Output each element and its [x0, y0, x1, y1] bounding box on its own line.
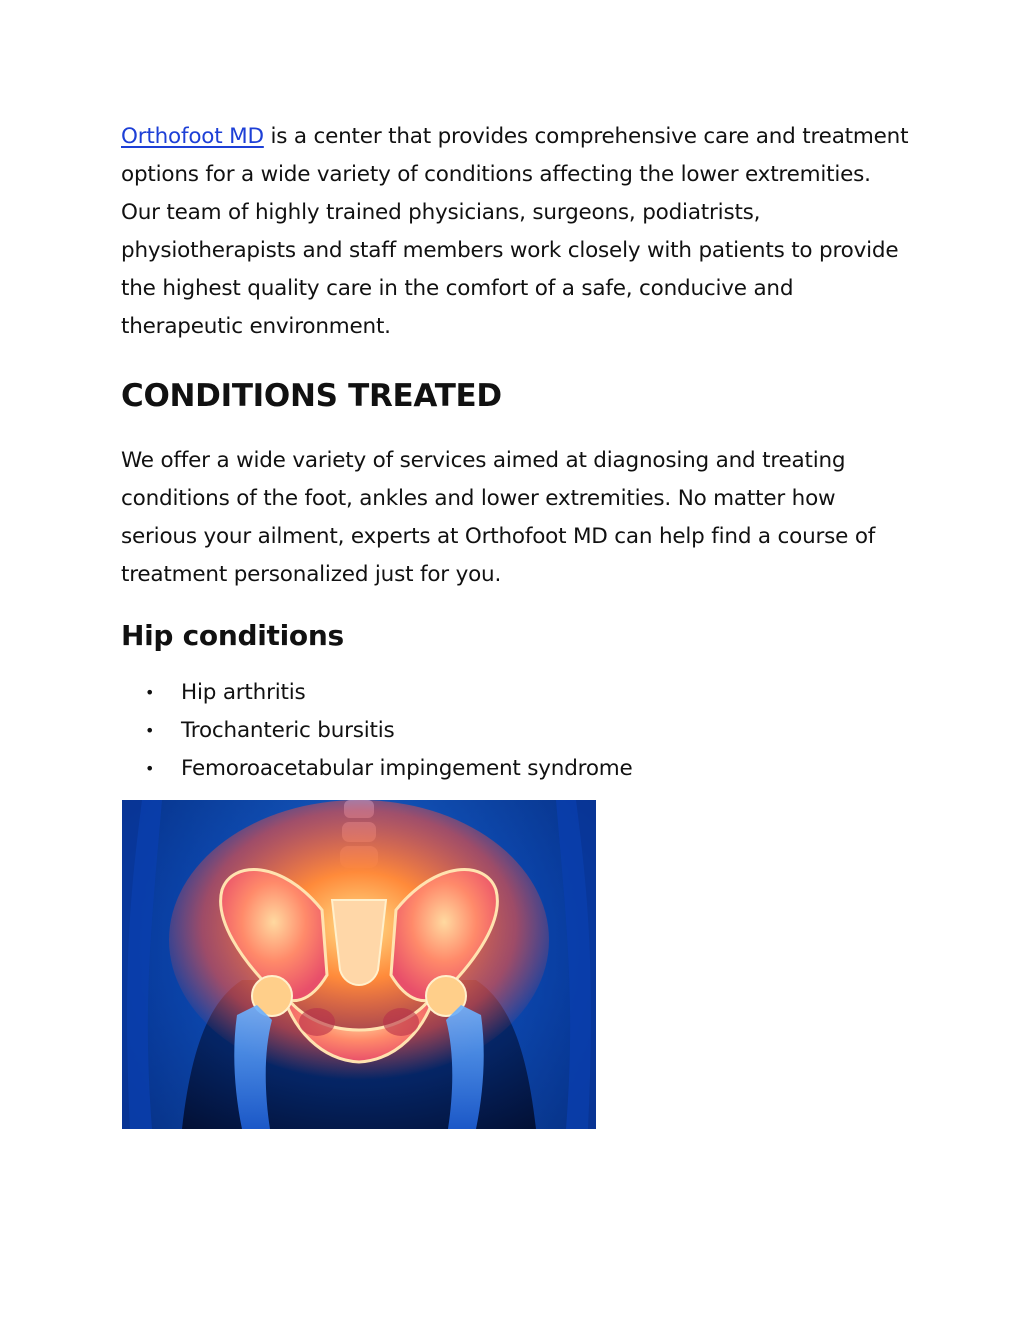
bullet-icon: • [145, 721, 155, 740]
document-page [121, 118, 911, 788]
pelvis-illustration [122, 800, 596, 1129]
list-item [121, 712, 911, 750]
intro-paragraph [121, 118, 911, 346]
conditions-treated-heading: CONDITIONS TREATED [121, 378, 502, 414]
orthofoot-md-link[interactable]: Orthofoot MD [121, 124, 264, 149]
list-item [121, 750, 911, 788]
list-item-text: Trochanteric bursitis [181, 718, 395, 743]
bullet-icon: • [145, 759, 155, 778]
hip-pelvis-image [122, 800, 596, 1129]
hip-conditions-heading: Hip conditions [121, 619, 344, 652]
list-item-text: Femoroacetabular impingement syndrome [181, 756, 633, 781]
hip-conditions-list [121, 674, 911, 788]
bullet-icon: • [145, 683, 155, 702]
services-paragraph: We offer a wide variety of services aimed at diagnosing and treating conditions of the foot, ankles and lower extremities. No matter how serious your ailment, experts at Orthofoot MD can help find a course of treatment personalized just for you. [121, 448, 876, 587]
list-item-text: Hip arthritis [181, 680, 306, 705]
list-item [121, 674, 911, 712]
intro-text: is a center that provides comprehensive care and treatment options for a wide variety of conditions affecting the lower extremities. Our team of highly trained physicians, surgeons, podiatrists, physiotherapists and staff members work closely with patients to provide the highest quality care in the comfort of a safe, conducive and therapeutic environment. [121, 124, 909, 339]
